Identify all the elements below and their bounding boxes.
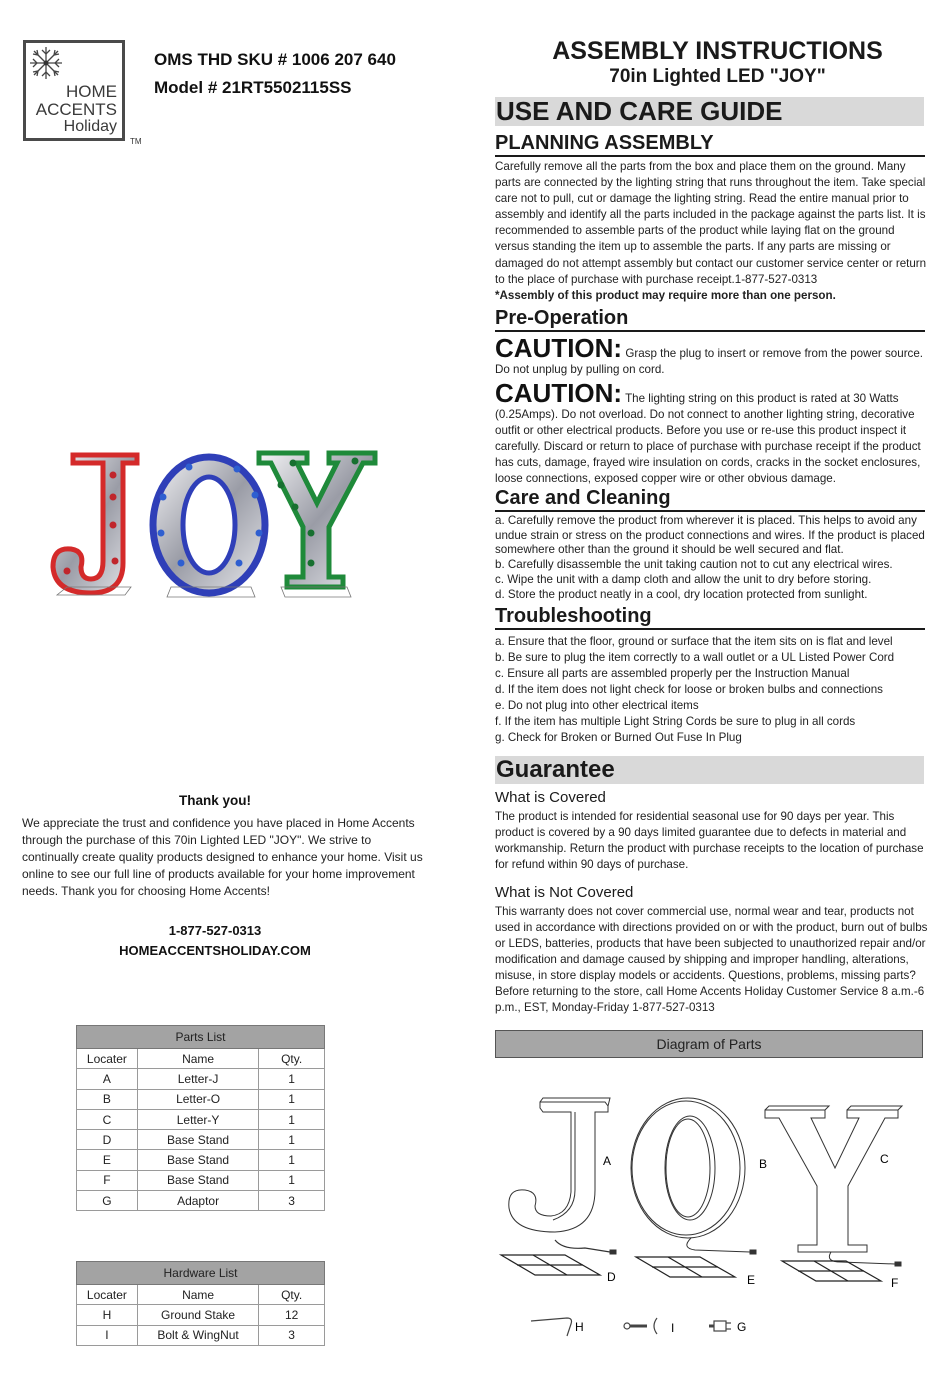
section-heading-planning: PLANNING ASSEMBLY [495,132,925,157]
product-name: 70in Lighted LED "JOY" [609,66,826,87]
letter-y-green [259,453,375,597]
list-item: f. If the item has multiple Light String Cords be sure to plug in all cords [495,715,856,728]
table-row [77,1191,325,1211]
section-heading-pre-operation: Pre-Operation [495,307,925,332]
cell-qty: 1 [259,1089,325,1109]
cell-locater: I [77,1325,138,1345]
model-number: Model # 21RT5502115SS [154,78,352,97]
hardware-list-title: Hardware List [77,1262,325,1285]
list-item: d. Store the product neatly in a cool, dry location protected from sunlight. [495,587,868,601]
diagram-letter-y [765,1106,902,1266]
column-header-qty: Qty. [259,1285,325,1305]
thank-you-heading: Thank you! [178,793,251,808]
cell-locater: G [77,1191,138,1211]
planning-body: Carefully remove all the parts from the box and place them on the ground. Many parts are connected by the lighting string that runs throughout the item. Take special care not to pull, cut or damage the lighting string. Read the entire manual prior to assembly and identify all the parts included in the package against the parts list. It is recommended to assemble parts of the product while laying flat on the ground versus standing the item up to assemble the parts. If any parts are missing or damaged do not attempt assembly but contact our customer service center or return to the place of purchase with purchase receipt.1-877-527-0313 [495,160,927,286]
caution-label: CAUTION: [495,378,623,408]
troubleshooting-list [495,634,931,746]
column-header-name: Name [137,1049,258,1069]
cell-qty: 1 [259,1150,325,1170]
section-heading-care: Care and Cleaning [495,487,925,512]
table-row [77,1089,325,1109]
diagram-label-h: H [575,1320,584,1334]
caution-text: Grasp the plug to insert or remove from the power source. Do not unplug by pulling on cord. [495,347,924,376]
trademark-mark: TM [130,137,142,146]
diagram-letter-o [631,1098,756,1254]
diagram-base-stand-d [501,1255,600,1275]
table-header-row [77,1049,325,1069]
logo-text-home: HOME [66,82,117,101]
table-row [77,1069,325,1089]
list-item: a. Ensure that the floor, ground or surface that the item sits on is flat and level [495,635,893,648]
column-header-locater: Locater [77,1049,138,1069]
cell-qty: 1 [259,1109,325,1129]
list-item: a. Carefully remove the product from wherever it is placed. This helps to avoid any undue strain or stress on the product connections and wires. If the product is placed somewhere other than the ground it should be well secured and flat. [495,514,925,557]
parts-list-title: Parts List [77,1026,325,1049]
caution-label: CAUTION: [495,333,623,363]
cell-qty: 3 [259,1191,325,1211]
cell-qty: 1 [259,1130,325,1150]
list-item: c. Wipe the unit with a damp cloth and allow the unit to dry before storing. [495,572,872,586]
caution-text: The lighting string on this product is rated at 30 Watts (0.25Amps). Do not overload. Do not connect to another lighting string, decorative outfit or other electrical products. Before you use or re-use this product inspect it carefully. Discard or return to place of purchase with purchase receipt if the product has cuts, damage, frayed wire insulation on cords, cracks in the socket enclosures, loose connections, exposed copper wire or other obvious damage. [495,392,921,485]
list-item: e. Do not plug into other electrical items [495,699,699,712]
column-header-qty: Qty. [259,1049,325,1069]
section-heading-troubleshooting: Troubleshooting [495,605,925,630]
guarantee-band: Guarantee [495,756,924,784]
diagram-label-b: B [759,1157,768,1171]
diagram-base-stand-e [636,1257,735,1277]
adaptor-icon [709,1321,731,1331]
ground-stake-icon [531,1318,572,1336]
cell-name: Letter-J [137,1069,258,1089]
snowflake-icon [28,45,68,85]
cell-name: Letter-Y [137,1109,258,1129]
use-and-care-band: USE AND CARE GUIDE [495,97,924,126]
cell-locater: D [77,1130,138,1150]
sku-number: OMS THD SKU # 1006 207 640 [154,50,396,69]
diagram-label-i: I [671,1321,675,1335]
logo-text-holiday: Holiday [63,118,117,135]
table-row [77,1305,325,1325]
cell-name: Base Stand [137,1150,258,1170]
contact-website: HOMEACCENTSHOLIDAY.COM [119,943,311,958]
wingnut-icon [654,1318,657,1334]
caution-wattage [495,378,931,487]
caution-plug [495,333,931,378]
diagram-label-e: E [747,1273,756,1287]
diagram-letter-j [509,1098,616,1254]
table-row [77,1130,325,1150]
table-row [77,1170,325,1190]
letter-j-red [53,455,137,595]
cell-name: Base Stand [137,1170,258,1190]
parts-diagram [495,1080,935,1350]
table-header-row [77,1285,325,1305]
care-list [495,514,931,602]
column-header-locater: Locater [77,1285,138,1305]
cell-locater: A [77,1069,138,1089]
cell-locater: H [77,1305,138,1325]
hardware-list-table [76,1261,325,1346]
column-header-name: Name [137,1285,258,1305]
diagram-label-d: D [607,1270,616,1284]
cell-locater: F [77,1170,138,1190]
cell-locater: C [77,1109,138,1129]
cell-qty: 3 [259,1325,325,1345]
cell-locater: E [77,1150,138,1170]
letter-o-blue [153,457,265,597]
diagram-label-a: A [603,1154,612,1168]
logo-text-accents: ACCENTS [35,100,117,119]
parts-list-table [76,1025,325,1211]
cell-name: Bolt & WingNut [137,1325,258,1345]
cell-name: Letter-O [137,1089,258,1109]
brand-logo [23,40,125,141]
diagram-label-c: C [880,1152,889,1166]
what-is-not-covered-body: This warranty does not cover commercial use, normal wear and tear, products not used in accordance with directions provided on or with the product, burn out of bulbs or LEDS, batteries, products that have been subjected to unauthorized repair and/or modification and damage caused by shipping and improper handling, alterations, misuse, in store display models or accidents. Questions, problems, missing parts? Before returning to the store, call Home Accents Holiday Customer Service 8 a.m.-6 p.m., EST, Monday-Friday 1-877-527-0313 [495,905,928,1014]
table-row [77,1109,325,1129]
list-item: c. Ensure all parts are assembled properly per the Instruction Manual [495,667,850,680]
list-item: d. If the item does not light check for loose or broken bulbs and connections [495,683,883,696]
diagram-label-f: F [891,1276,899,1290]
diagram-label-g: G [737,1320,747,1334]
product-photo-joy [45,445,390,605]
cell-qty: 1 [259,1170,325,1190]
cell-qty: 1 [259,1069,325,1089]
list-item: g. Check for Broken or Burned Out Fuse In Plug [495,731,742,744]
table-row [77,1325,325,1345]
table-row [77,1150,325,1170]
what-is-not-covered-heading: What is Not Covered [495,884,634,901]
what-is-covered-body: The product is intended for residential seasonal use for 90 days per year. This product is covered by a 90 days limited guarantee due to defects in material and workmanship. Return the product with purchase receipts to the location of purchase for refund within 90 days of purchase. [495,810,924,871]
cell-name: Adaptor [137,1191,258,1211]
document-title: ASSEMBLY INSTRUCTIONS [552,37,883,65]
diagram-base-stand-f [782,1261,881,1281]
diagram-of-parts-header: Diagram of Parts [495,1030,923,1058]
contact-phone: 1-877-527-0313 [168,923,262,938]
cell-locater: B [77,1089,138,1109]
cell-name: Base Stand [137,1130,258,1150]
thank-you-body: We appreciate the trust and confidence you have placed in Home Accents through the purchase of this 70in Lighted LED "JOY". We strive to continually create quality products designed to enhance your home. Visit us online to see our full line of products available for your home improvement needs. Thank you for choosing Home Accents! [22,816,423,898]
cell-qty: 12 [259,1305,325,1325]
list-item: b. Be sure to plug the item correctly to a wall outlet or a UL Listed Power Cord [495,651,895,664]
what-is-covered-heading: What is Covered [495,789,606,806]
bolt-icon [624,1323,647,1329]
assembly-note: *Assembly of this product may require more than one person. [495,289,836,302]
cell-name: Ground Stake [137,1305,258,1325]
list-item: b. Carefully disassemble the unit taking caution not to cut any electrical wires. [495,558,893,572]
